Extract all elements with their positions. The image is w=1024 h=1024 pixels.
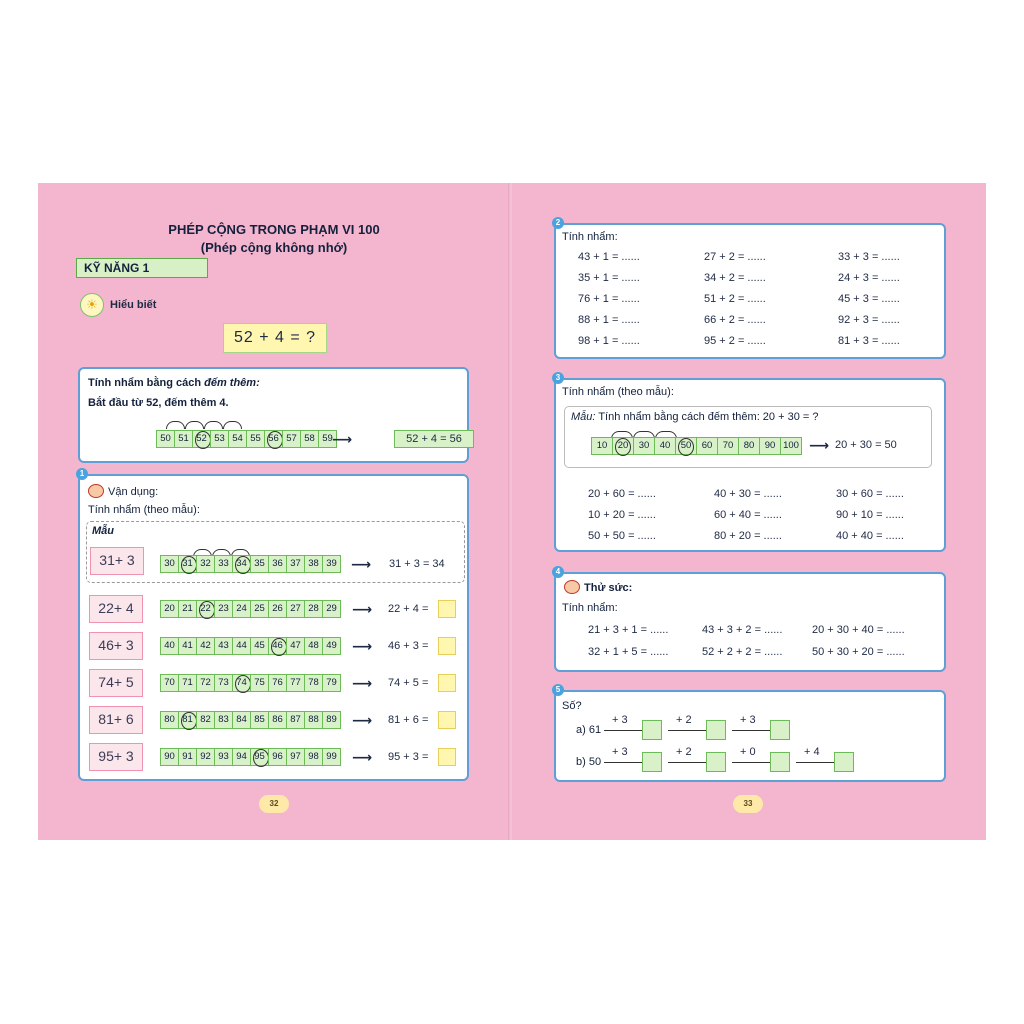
chain-arrow [604,762,642,763]
strip-cell: 95 [250,748,269,766]
strip-cell: 82 [196,711,215,729]
arrow-icon: ⟶ [352,749,373,765]
chain-arrow [796,762,834,763]
chain-operation: + 2 [676,746,692,758]
strip-cell: 38 [304,555,323,573]
arrow-icon: ⟶ [352,712,373,728]
strip-cell: 44 [232,637,251,655]
page-title [38,221,510,257]
strip-cell: 92 [196,748,215,766]
strip-cell: 54 [228,430,247,448]
arc [166,421,185,429]
strip-cell: 43 [214,637,233,655]
math-problem: 30 + 60 = ...... [836,488,904,500]
chain-arrow [668,762,706,763]
chain-operation: + 2 [676,714,692,726]
strip-cell: 74 [232,674,251,692]
chain-arrow [732,730,770,731]
math-problem: 40 + 40 = ...... [836,530,904,542]
math-problem: 50 + 50 = ...... [588,530,656,542]
strip-cell: 72 [196,674,215,692]
ex2-instruction: Tính nhẩm: [562,231,618,243]
exercise-1-box [78,469,469,781]
strip-cell: 39 [322,555,341,573]
arrow-icon: ⟶ [332,431,353,447]
exercise-result-text: 95 + 3 = [388,751,429,763]
chain-operation: + 0 [740,746,756,758]
answer-box[interactable] [438,674,456,692]
math-problem: 81 + 3 = ...... [838,335,900,347]
strip-cell: 22 [196,600,215,618]
strip-cell: 59 [318,430,337,448]
math-problem: 32 + 1 + 5 = ...... [588,646,669,658]
exercise-5-box [554,685,946,782]
left-page [38,183,510,840]
strip-cell: 89 [322,711,341,729]
arrow-icon: ⟶ [351,556,372,572]
strip-cell: 93 [214,748,233,766]
answer-box[interactable] [438,637,456,655]
strip-cell: 86 [268,711,287,729]
strip-cell: 49 [322,637,341,655]
sample-result: 31 + 3 = 34 [389,558,445,570]
strip-cell: 32 [196,555,215,573]
student-face-icon [564,580,580,594]
math-problem: 52 + 2 + 2 = ...... [702,646,783,658]
count-arcs [166,421,242,429]
sample-expression: 31+ 3 [90,547,144,575]
answer-box[interactable] [438,711,456,729]
chain-operation: + 3 [612,746,628,758]
strip-cell: 27 [286,600,305,618]
exercise-result-text: 74 + 5 = [388,677,429,689]
strip-cell: 33 [214,555,233,573]
strip-cell: 71 [178,674,197,692]
strip-cell: 50 [675,437,697,455]
strip-cell: 35 [250,555,269,573]
strip-cell: 52 [192,430,211,448]
strip-cell: 10 [591,437,613,455]
strip-cell: 87 [286,711,305,729]
strip-cell: 42 [196,637,215,655]
math-problem: 50 + 30 + 20 = ...... [812,646,905,658]
math-problem: 43 + 3 + 2 = ...... [702,624,783,636]
strip-cell: 31 [178,555,197,573]
ex1-instruction: Tính nhẩm (theo mẫu): [88,504,200,516]
ex3-sample-text [571,411,818,423]
arc [223,421,242,429]
sample-label: Mẫu [92,525,114,537]
exercise-number-badge: 2 [552,217,564,229]
strip-cell: 90 [160,748,179,766]
arrow-icon: ⟶ [352,638,373,654]
exercise-result-text: 46 + 3 = [388,640,429,652]
exercise-number-badge: 3 [552,372,564,384]
page-number: 32 [259,795,289,813]
question-box: 52 + 4 = ? [223,323,327,353]
math-problem: 33 + 3 = ...... [838,251,900,263]
strip-cell: 88 [304,711,323,729]
strip-cell: 48 [304,637,323,655]
strip-cell: 47 [286,637,305,655]
strip-cell: 73 [214,674,233,692]
exercise-number-badge: 4 [552,566,564,578]
skill-tag: KỸ NĂNG 1 [76,258,208,278]
strip-cell: 40 [654,437,676,455]
title-line-1: PHÉP CỘNG TRONG PHẠM VI 100 [168,222,380,237]
arrow-icon: ⟶ [352,675,373,691]
strip-cell: 20 [160,600,179,618]
strip-cell: 76 [268,674,287,692]
strip-cell: 50 [156,430,175,448]
page-number: 33 [733,795,763,813]
arc [204,421,223,429]
chain-answer-box[interactable] [642,720,662,740]
strip-cell: 83 [214,711,233,729]
strip-cell: 55 [246,430,265,448]
strip-cell: 99 [322,748,341,766]
chain-answer-box[interactable] [706,720,726,740]
strip-cell: 85 [250,711,269,729]
math-problem: 66 + 2 = ...... [704,314,766,326]
sample-italic: Mẫu: [571,411,596,423]
student-face-icon [88,484,104,498]
math-problem: 95 + 2 = ...... [704,335,766,347]
intro-heading [88,377,260,389]
chain-arrow [668,730,706,731]
exercise-result-text: 81 + 6 = [388,714,429,726]
chain-answer-box[interactable] [770,752,790,772]
title-line-2: (Phép cộng không nhớ) [200,240,348,255]
chain-operation: + 3 [740,714,756,726]
strip-cell: 58 [300,430,319,448]
math-problem: 10 + 20 = ...... [588,509,656,521]
chain-answer-box[interactable] [770,720,790,740]
strip-cell: 51 [174,430,193,448]
math-problem: 43 + 1 = ...... [578,251,640,263]
strip-cell: 98 [304,748,323,766]
math-problem: 88 + 1 = ...... [578,314,640,326]
math-problem: 45 + 3 = ...... [838,293,900,305]
understand-label: Hiểu biết [110,299,157,311]
intro-line2: Bắt đầu từ 52, đếm thêm 4. [88,397,229,409]
right-page [512,183,986,840]
math-problem: 34 + 2 = ...... [704,272,766,284]
exercise-number-badge: 1 [76,468,88,480]
exercise-number-badge: 5 [552,684,564,696]
strip-cell: 75 [250,674,269,692]
strip-cell: 77 [286,674,305,692]
intro-box [78,367,469,463]
strip-cell: 34 [232,555,251,573]
chain-arrow [604,730,642,731]
math-problem: 51 + 2 = ...... [704,293,766,305]
strip-cell: 60 [696,437,718,455]
exercise-3-box [554,373,946,552]
strip-cell: 79 [322,674,341,692]
lightbulb-icon: ☀ [80,293,104,317]
ex5-question: Số? [562,700,582,712]
sample-dashed-box [86,521,465,583]
strip-cell: 70 [717,437,739,455]
strip-cell: 40 [160,637,179,655]
arrow-icon: ⟶ [809,437,830,453]
arc [185,421,204,429]
intro-result: 52 + 4 = 56 [394,430,474,448]
number-strip [160,748,340,766]
strip-cell: 56 [264,430,283,448]
strip-cell: 30 [160,555,179,573]
ex3-sample-box [564,406,932,468]
strip-cell: 81 [178,711,197,729]
math-problem: 24 + 3 = ...... [838,272,900,284]
chain-answer-box[interactable] [706,752,726,772]
strip-cell: 26 [268,600,287,618]
number-strip [591,437,801,455]
strip-cell: 91 [178,748,197,766]
exercise-2-box [554,218,946,359]
strip-cell: 53 [210,430,229,448]
chain-a-label: a) 61 [576,724,602,736]
strip-cell: 23 [214,600,233,618]
strip-cell: 36 [268,555,287,573]
exercise-expression: 74+ 5 [89,669,143,697]
exercise-result-text: 22 + 4 = [388,603,429,615]
number-strip [160,637,340,655]
strip-cell: 94 [232,748,251,766]
chain-operation: + 4 [804,746,820,758]
strip-cell: 100 [780,437,802,455]
math-problem: 27 + 2 = ...... [704,251,766,263]
strip-cell: 57 [282,430,301,448]
strip-cell: 30 [633,437,655,455]
strip-cell: 24 [232,600,251,618]
math-problem: 90 + 10 = ...... [836,509,904,521]
strip-cell: 28 [304,600,323,618]
exercise-expression: 22+ 4 [89,595,143,623]
strip-cell: 97 [286,748,305,766]
strip-cell: 45 [250,637,269,655]
ex3-instruction: Tính nhẩm (theo mẫu): [562,386,674,398]
strip-cell: 84 [232,711,251,729]
number-strip [156,430,336,448]
number-strip [160,600,340,618]
strip-cell: 20 [612,437,634,455]
chain-answer-box[interactable] [642,752,662,772]
apply-label: Vận dụng: [108,486,159,498]
math-problem: 76 + 1 = ...... [578,293,640,305]
strip-cell: 21 [178,600,197,618]
intro-heading-italic: đếm thêm: [204,377,260,389]
math-problem: 60 + 40 = ...... [714,509,782,521]
chain-answer-box[interactable] [834,752,854,772]
math-problem: 92 + 3 = ...... [838,314,900,326]
strip-cell: 78 [304,674,323,692]
strip-cell: 41 [178,637,197,655]
strip-cell: 25 [250,600,269,618]
exercise-expression: 81+ 6 [89,706,143,734]
chain-arrow [732,762,770,763]
math-problem: 20 + 30 + 40 = ...... [812,624,905,636]
math-problem: 40 + 30 = ...... [714,488,782,500]
exercise-expression: 46+ 3 [89,632,143,660]
math-problem: 21 + 3 + 1 = ...... [588,624,669,636]
number-strip [160,711,340,729]
strip-cell: 37 [286,555,305,573]
math-problem: 98 + 1 = ...... [578,335,640,347]
strip-cell: 80 [738,437,760,455]
arrow-icon: ⟶ [352,601,373,617]
number-strip [160,674,340,692]
chain-b-label: b) 50 [576,756,602,768]
number-strip [160,555,340,573]
answer-box[interactable] [438,748,456,766]
math-problem: 80 + 20 = ...... [714,530,782,542]
strip-cell: 96 [268,748,287,766]
intro-heading-prefix: Tính nhẩm bằng cách [88,377,205,389]
chain-operation: + 3 [612,714,628,726]
strip-cell: 29 [322,600,341,618]
ex3-sample-result: 20 + 30 = 50 [835,439,897,451]
exercise-4-box [554,567,946,672]
exercise-expression: 95+ 3 [89,743,143,771]
strip-cell: 80 [160,711,179,729]
math-problem: 35 + 1 = ...... [578,272,640,284]
ex4-instruction: Tính nhẩm: [562,602,618,614]
math-problem: 20 + 60 = ...... [588,488,656,500]
sample-text: Tính nhẩm bằng cách đếm thêm: 20 + 30 = ? [598,411,819,423]
strip-cell: 90 [759,437,781,455]
answer-box[interactable] [438,600,456,618]
challenge-label: Thử sức: [584,582,633,594]
strip-cell: 70 [160,674,179,692]
strip-cell: 46 [268,637,287,655]
